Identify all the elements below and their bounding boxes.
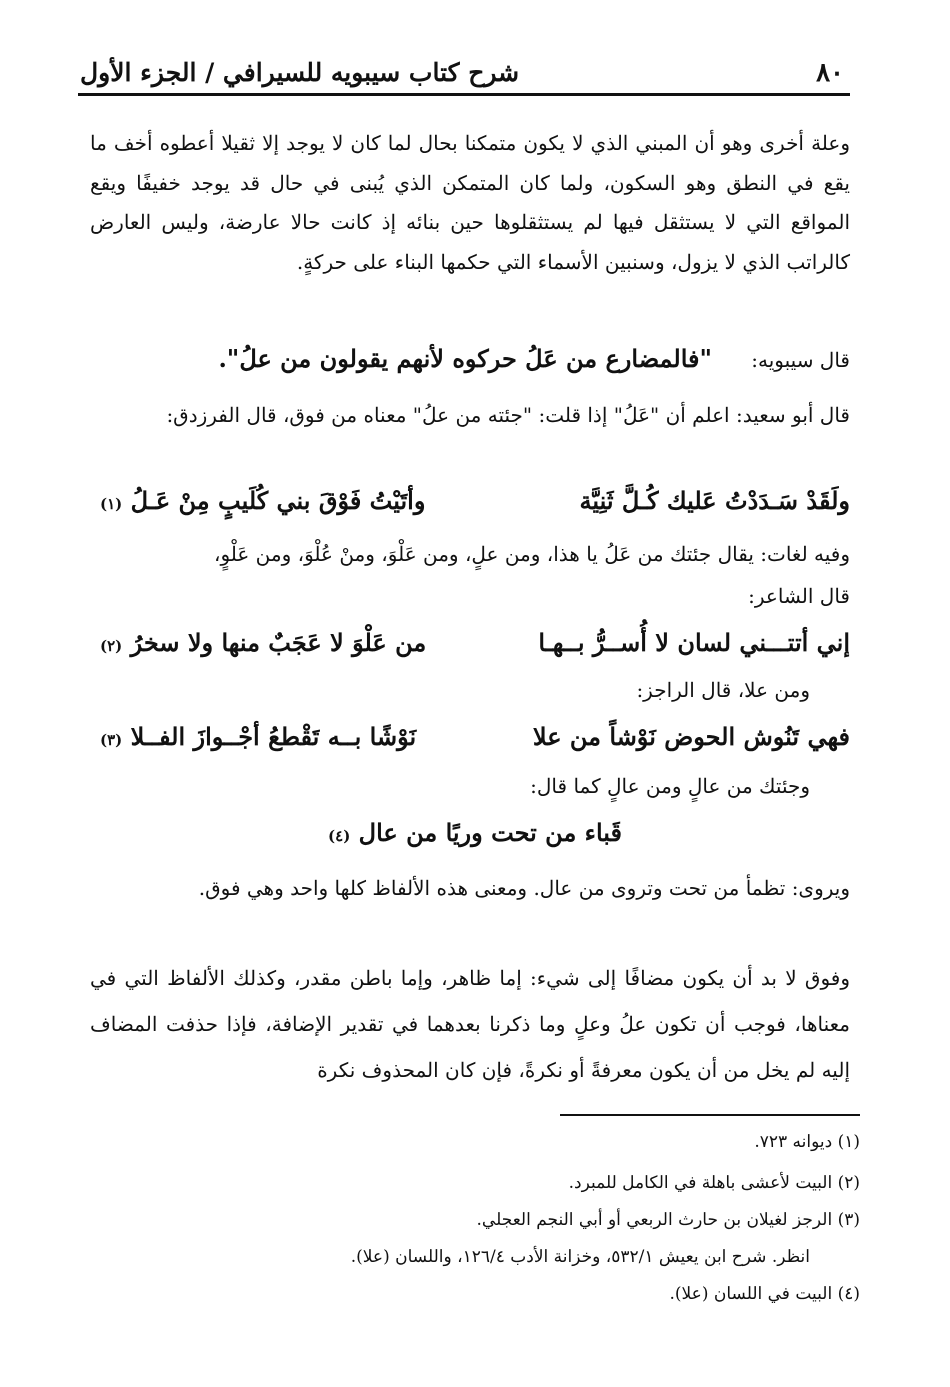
footnote-3: (٣) الرجز لغيلان بن حارث الربعي أو أبي النجم العجلي. <box>476 1210 860 1230</box>
footnote-ref: (٢) <box>100 637 123 655</box>
jituk-line: وجئتك من عالٍ ومن عالٍ كما قال: <box>530 774 810 798</box>
verse-text: من عَلْوَ لا عَجَبٌ منها ولا سخرُ <box>130 628 427 657</box>
fawq-paragraph: وفوق لا بد أن يكون مضافًا إلى شيء: إما ظاهر، وإما باطن مقدر، وكذلك الألفاظ التي في معناها، فوجب أن تكون علُ وعلٍ وما ذكرنا بعدهما في تقدير الإضافة، فإذا حذفت المضاف إليه لم يخل من أن يكون معرفةً أو نكرةً، فإن كان المحذوف نكرة <box>90 966 850 1082</box>
footnote-ref: (٤) <box>328 827 351 845</box>
verse-second-hemistich <box>100 628 426 657</box>
verse-text: قَباء من تحت وريًا من عال <box>358 818 622 847</box>
verse-text: نَوْشًا بــه تَقْطعُ أجْــوازَ الفــلا <box>130 722 417 751</box>
footnote-separator <box>560 1114 860 1116</box>
abu-said-paragraph: قال أبو سعيد: اعلم أن "عَلُ" إذا قلت: "جئته من علُ" معناه من فوق، قال الفرزدق: <box>166 403 850 427</box>
verse-half-centered <box>0 818 950 847</box>
footnote-ref: (٣) <box>100 731 123 749</box>
running-header <box>80 52 850 92</box>
sibawayh-quote: "فالمضارع من عَلُ حركوه لأنهم يقولون من علُ". <box>218 344 712 373</box>
paragraph-first: وعلة أخرى وهو أن المبني الذي لا يكون متمكنا بحال لما كان لا يوجد إلا ثقيلا أعطوه أخف ما يقع في النطق وهو السكون، ولما كان المتمكن الذي يُبنى في حال قد يوجد خفيفًا ويقع المواقع التي لا يستثقل فيها لم يستثقلوها حين بنائه إذ كانت حالا عارضة، وليس العارض كالراتب الذي لا يزول، وسنبين الأسماء التي حكمها البناء على حركةٍ. <box>90 131 850 274</box>
verse-text: وأتَيْتُ فَوْقَ بني كُلَيبٍ مِنْ عَـلُ <box>130 486 426 515</box>
verse-first-hemistich: إني أتتـــني لسان لا أُســرُّ بــهـا <box>538 628 850 657</box>
verse-rajaz <box>100 722 850 766</box>
sibawayh-intro: قال سيبويه: <box>751 348 850 372</box>
header-rule <box>78 93 850 96</box>
footnote-1: (١) ديوانه ٧٢٣. <box>754 1132 860 1152</box>
qal-shaer-line: قال الشاعر: <box>748 584 850 608</box>
verse-second-hemistich <box>100 486 425 515</box>
verse-first-hemistich: ولَقَدْ سَـدَدْتُ عَليك كُـلَّ ثَنِيَّة <box>579 486 850 515</box>
footnote-3-note: انظر. شرح ابن يعيش ٥٣٢/١، وخزانة الأدب ١٢٦/٤، واللسان (علا). <box>350 1247 810 1267</box>
page-number: ٨٠ <box>816 58 844 88</box>
verse-asha <box>100 628 850 672</box>
yurwa-paragraph: ويروى: تظمأ من تحت وتروى من عال. ومعنى هذه الألفاظ كلها واحد وهي فوق. <box>198 876 850 900</box>
lughat-line: وفيه لغات: يقال جئتك من عَلُ يا هذا، ومن علٍ، ومن عَلْوَ، ومنْ عُلْوَ، ومن عَلْوٍ، <box>213 542 850 566</box>
verse-farazdaq <box>100 486 850 530</box>
footnote-4: (٤) البيت في اللسان (علا). <box>669 1284 860 1304</box>
footnote-2: (٢) البيت لأعشى باهلة في الكامل للمبرد. <box>568 1173 860 1193</box>
min-ala-line: ومن علا، قال الراجز: <box>636 678 810 702</box>
verse-first-hemistich: فهي تَنُوش الحوض نَوْشاً من علا <box>532 722 850 751</box>
footnote-ref: (١) <box>100 495 123 513</box>
running-title: شرح كتاب سيبويه للسيرافي / الجزء الأول <box>80 58 520 87</box>
verse-second-hemistich <box>100 722 416 751</box>
